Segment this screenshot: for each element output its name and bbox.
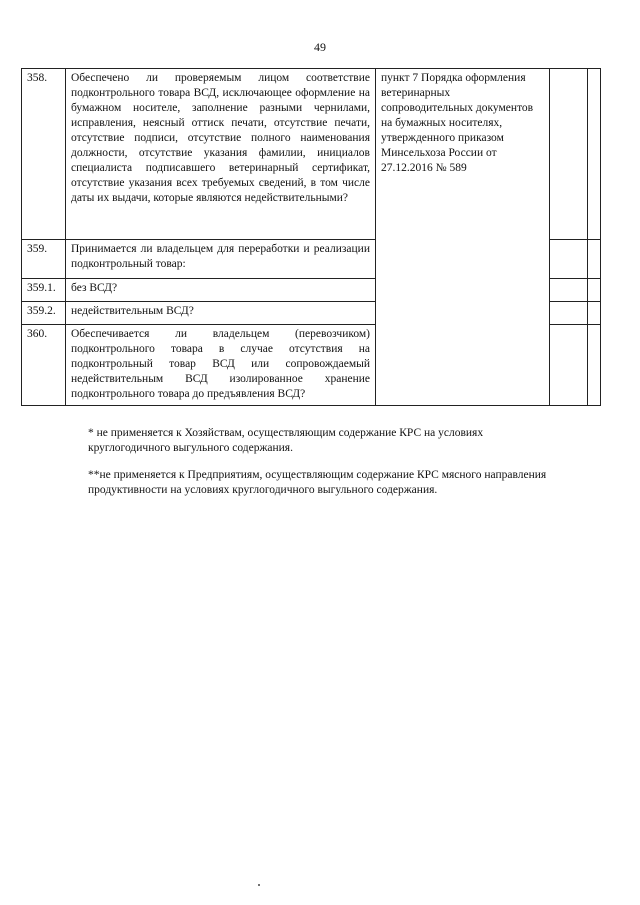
footnote-single-asterisk: * не применяется к Хозяйствам, осуществляющим содержание КРС на условиях круглогодичного выгульного содержания. [88, 427, 484, 454]
note-cell [588, 69, 601, 240]
table-row [22, 69, 601, 240]
scan-speck [258, 884, 260, 886]
row-number: 359. [22, 240, 66, 279]
row-question: недействительным ВСД? [66, 302, 376, 325]
note-cell [588, 279, 601, 302]
row-question: Обеспечено ли проверяемым лицом соответствие подконтрольного товара ВСД, исключающее оформление на бумажном носителе, заполнение разными чернилами, исправления, неясный оттиск печати, отсутствие печати, отсутствие подписи, отсутствие полного наименования должности, отсутствие указания фамилии, инициалов специалиста подписавшего ветеринарный сертификат, отсутствие указания всех требуемых сведений, в том числе даты их выдачи, которые являются недействительными? [66, 69, 376, 240]
answer-cell [550, 240, 588, 279]
answer-cell [550, 302, 588, 325]
note-cell [588, 240, 601, 279]
row-question: Обеспечивается ли владельцем (перевозчиком) подконтрольного товара в случае отсутствия на подконтрольный товар ВСД или сопровождаемый недействительным ВСД изолированное хранение подконтрольного товара до предъявления ВСД? [66, 325, 376, 406]
row-number: 358. [22, 69, 66, 240]
note-cell [588, 325, 601, 406]
row-number: 360. [22, 325, 66, 406]
note-cell [588, 302, 601, 325]
footnotes [88, 426, 568, 510]
row-legal-basis: пункт 7 Порядка оформления ветеринарных сопроводительных документов на бумажных носителях, утвержденного приказом Минсельхоза России от 27.12.2016 № 589 [376, 69, 550, 406]
row-number: 359.2. [22, 302, 66, 325]
footnote-double-asterisk: **не применяется к Предприятиям, осуществляющим содержание КРС мясного направления продуктивности на условиях круглогодичного выгульного содержания. [88, 469, 547, 496]
answer-cell [550, 279, 588, 302]
checklist-table [21, 68, 601, 406]
answer-cell [550, 325, 588, 406]
answer-cell [550, 69, 588, 240]
row-question: Принимается ли владельцем для переработки и реализации подконтрольный товар: [66, 240, 376, 279]
row-question: без ВСД? [66, 279, 376, 302]
page-number: 49 [314, 40, 326, 54]
row-number: 359.1. [22, 279, 66, 302]
